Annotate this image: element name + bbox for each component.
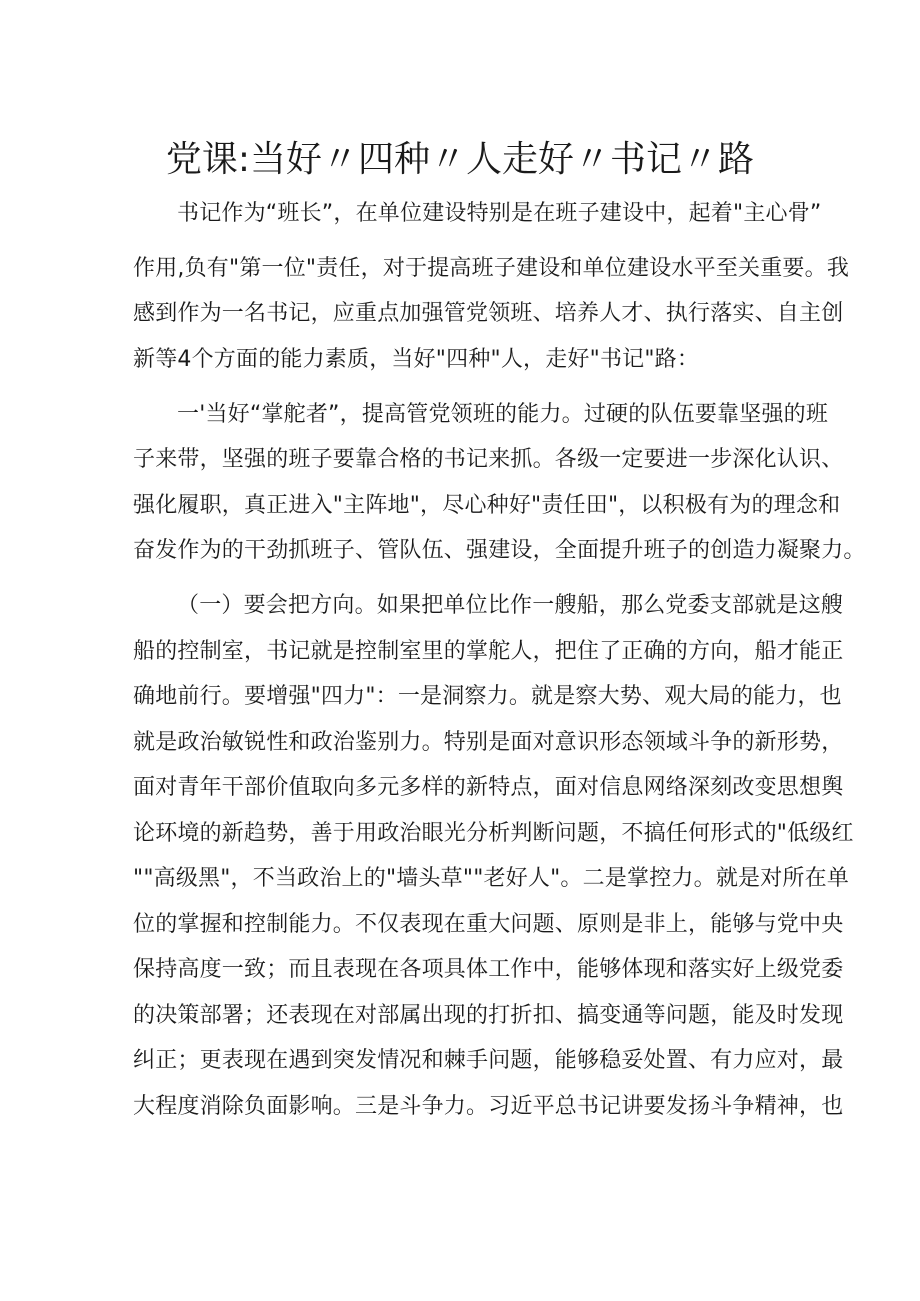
paragraph-line: 船的控制室，书记就是控制室里的掌舵人，把住了正确的方向，船才能正 [133,639,844,664]
paragraph-line: 感到作为一名书记，应重点加强管党领班、培养人才、执行落实、自主创 [133,301,844,326]
document-title: 党课:当好〃四种〃人走好〃书记〃路 [165,139,755,180]
paragraph-line: 奋发作为的干劲抓班子、管队伍、强建设，全面提升班子的创造力凝聚力。 [133,538,866,563]
paragraph-line: 一'当好“掌舵者”，提高管党领班的能力。过硬的队伍要靠坚强的班 [177,402,829,427]
paragraph-line: 位的掌握和控制能力。不仅表现在重大问题、原则是非上，能够与党中央 [133,912,844,937]
paragraph-line: 强化履职，真正进入"主阵地"，尽心种好"责任田"，以积极有为的理念和 [133,493,841,518]
paragraph-line: 作用,负有"第一位"责任，对于提高班子建设和单位建设水平至关重要。我 [133,256,850,281]
paragraph-line: 论环境的新趋势，善于用政治眼光分析判断问题，不搞任何形式的"低级红 [133,821,854,846]
paragraph-line: 新等4个方面的能力素质，当好"四种"人，走好"书记"路： [133,347,700,372]
paragraph-line: 保持高度一致；而且表现在各项具体工作中，能够体现和落实好上级党委 [133,957,844,982]
paragraph-line: ""高级黑"，不当政治上的"墙头草""老好人"。二是掌控力。就是对所在单 [133,866,850,891]
paragraph-line: 面对青年干部价值取向多元多样的新特点，面对信息网络深刻改变思想舆 [133,775,844,800]
paragraph-line: 大程度消除负面影响。三是斗争力。习近平总书记讲要发扬斗争精神，也 [133,1094,844,1119]
paragraph-line: 书记作为“班长”，在单位建设特别是在班子建设中，起着"主心骨” [177,201,822,226]
paragraph-line: （一）要会把方向。如果把单位比作一艘船，那么党委支部就是这艘 [177,593,844,618]
paragraph-line: 的决策部署；还表现在对部属出现的打折扣、搞变通等问题，能及时发现 [133,1003,844,1028]
paragraph-line: 纠正；更表现在遇到突发情况和棘手问题，能够稳妥处置、有力应对，最 [133,1048,844,1073]
paragraph-line: 就是政治敏锐性和政治鉴别力。特别是面对意识形态领域斗争的新形势， [133,730,844,755]
paragraph-line: 子来带，坚强的班子要靠合格的书记来抓。各级一定要进一步深化认识、 [133,447,844,472]
paragraph-line: 确地前行。要增强"四力"：一是洞察力。就是察大势、观大局的能力，也 [133,684,842,709]
